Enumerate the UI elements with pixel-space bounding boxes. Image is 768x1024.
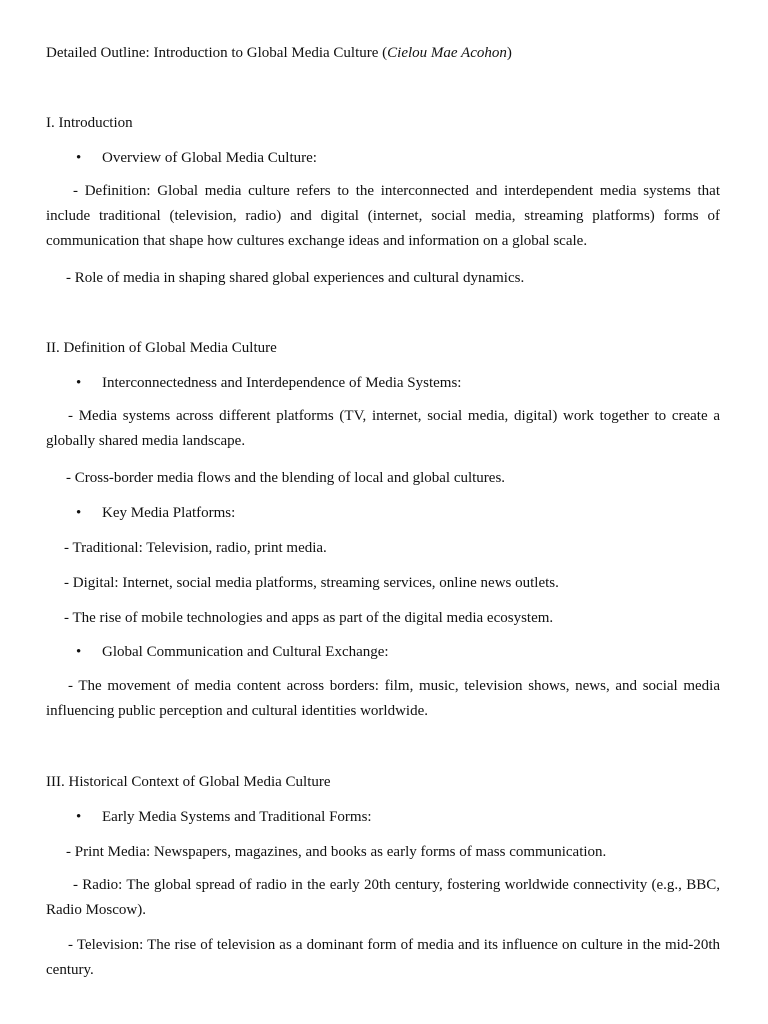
paragraph: - Print Media: Newspapers, magazines, and books as early forms of mass communication. <box>66 844 607 860</box>
paragraph: - Traditional: Television, radio, print media. <box>64 540 327 556</box>
bullet-icon: • <box>76 644 82 660</box>
bullet-text: Global Communication and Cultural Exchange: <box>102 644 389 660</box>
bullet-text: Interconnectedness and Interdependence of Media Systems: <box>102 375 462 391</box>
bullet-icon: • <box>76 150 82 166</box>
bullet-text: Key Media Platforms: <box>102 505 236 521</box>
bullet-icon: • <box>76 505 82 521</box>
bullet-icon: • <box>76 809 82 825</box>
paragraph: - The movement of media content across borders: film, music, television shows, news, and social media influencing public perception and cultural identities worldwide. <box>46 678 720 719</box>
title-author: Cielou Mae Acohon <box>387 45 507 61</box>
section-heading-historical-context: III. Historical Context of Global Media Culture <box>46 774 331 790</box>
title-prefix: Detailed Outline: Introduction to Global Media Culture ( <box>46 45 388 61</box>
section-heading-definition: II. Definition of Global Media Culture <box>46 340 277 356</box>
paragraph: - Definition: Global media culture refers to the interconnected and interdependent media systems that include traditional (television, radio) and digital (internet, social media, streaming platforms) forms of communication that shape how cultures exchange ideas and information on a global scale. <box>46 183 720 249</box>
paragraph: - Television: The rise of television as a dominant form of media and its influence on culture in the mid-20th century. <box>46 937 720 978</box>
bullet-item <box>76 643 389 661</box>
section-heading-introduction: I. Introduction <box>46 115 133 131</box>
paragraph: - Digital: Internet, social media platforms, streaming services, online news outlets. <box>64 575 559 591</box>
bullet-item <box>76 808 372 826</box>
bullet-text: Overview of Global Media Culture: <box>102 150 317 166</box>
paragraph: - Cross-border media flows and the blending of local and global cultures. <box>66 470 506 486</box>
bullet-item <box>76 374 461 392</box>
title-suffix: ) <box>506 45 512 61</box>
paragraph: - Radio: The global spread of radio in the early 20th century, fostering worldwide connectivity (e.g., BBC, Radio Moscow). <box>46 877 720 918</box>
bullet-item <box>76 149 317 167</box>
bullet-icon: • <box>76 375 82 391</box>
paragraph: - The rise of mobile technologies and apps as part of the digital media ecosystem. <box>64 610 554 626</box>
bullet-text: Early Media Systems and Traditional Forms: <box>102 809 372 825</box>
bullet-item <box>76 504 235 522</box>
document-title <box>46 44 512 62</box>
paragraph: - Media systems across different platforms (TV, internet, social media, digital) work together to create a globally shared media landscape. <box>46 408 720 449</box>
paragraph: - Role of media in shaping shared global experiences and cultural dynamics. <box>66 270 525 286</box>
